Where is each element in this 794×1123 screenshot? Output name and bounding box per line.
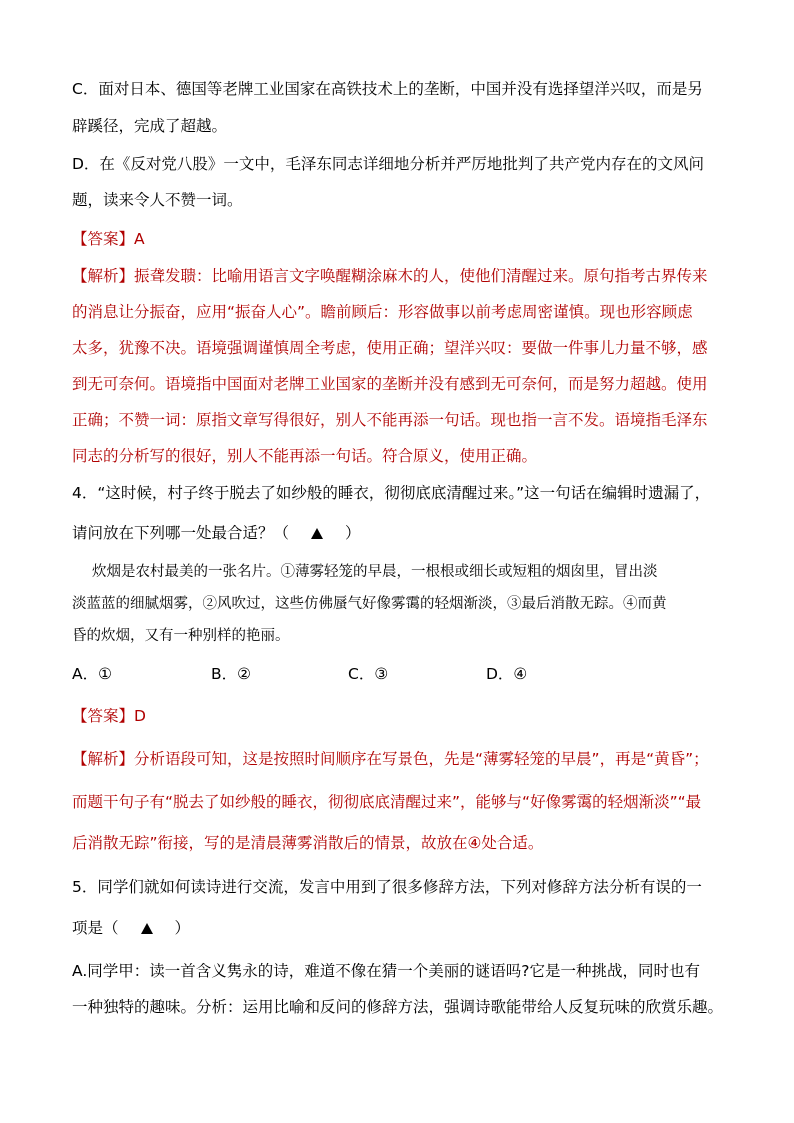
q5-stem-close: ） <box>174 919 191 937</box>
q3-option-c-line2: 辟蹊径，完成了超越。 <box>72 117 228 135</box>
q3-option-d-line1: D．在《反对党八股》一文中，毛泽东同志详细地分析并严厉地批判了共产党内存在的文风问 <box>72 155 704 173</box>
q4-passage-line3: 昏的炊烟，又有一种别样的艳丽。 <box>72 628 290 644</box>
analysis-text: 振聋发聩：比喻用语言文字唤醒糊涂麻木的人，使他们清醒过来。原句指考古界传来 <box>134 267 708 285</box>
q4-options <box>72 663 732 685</box>
answer-label: 【答案】 <box>72 707 135 725</box>
q3-analysis-line2: 的消息让分振奋，应用“振奋人心”。瞻前顾后：形容做事以前考虑周密谨慎。现也形容顾虑 <box>72 303 693 321</box>
q4-analysis-line1 <box>72 748 732 770</box>
answer-label: 【答案】 <box>72 230 135 248</box>
triangle-icon <box>141 923 153 934</box>
answer-value: D <box>134 707 146 725</box>
analysis-text: 分析语段可知，这是按照时间顺序在写景色，先是“薄雾轻笼的早晨”，再是“黄昏”； <box>134 750 709 768</box>
q3-analysis-line1 <box>72 265 732 287</box>
analysis-label: 【解析】 <box>72 267 135 285</box>
q4-passage-line2: 淡蓝蓝的细腻烟雾，②风吹过，这些仿佛蜃气好像雾霭的轻烟渐淡，③最后消散无踪。④而黄 <box>72 596 667 612</box>
answer-value: A <box>134 230 145 248</box>
q4-option-b: B．② <box>211 665 252 683</box>
q4-option-a: A．① <box>72 665 112 683</box>
triangle-icon <box>311 528 323 539</box>
q4-stem-text: 请问放在下列哪一处最合适？（ <box>72 524 290 542</box>
analysis-label: 【解析】 <box>72 750 135 768</box>
q4-stem-line2 <box>72 522 732 544</box>
q4-answer <box>72 705 732 727</box>
q3-analysis-line6: 同志的分析写的很好，别人不能再添一句话。符合原义，使用正确。 <box>72 447 538 465</box>
q3-analysis-line5: 正确；不赞一词：原指文章写得很好，别人不能再添一句话。现也指一言不发。语境指毛泽东 <box>72 411 708 429</box>
q4-option-c: C．③ <box>348 665 389 683</box>
q4-stem-close: ） <box>345 524 361 542</box>
q3-analysis-line3: 太多，犹豫不决。语境强调谨慎周全考虑，使用正确；望洋兴叹：要做一件事儿力量不够，感 <box>72 339 708 357</box>
q4-analysis-line3: 后消散无踪”衔接，写的是清晨薄雾消散后的情景，故放在④处合适。 <box>72 834 544 852</box>
q3-option-c-line1: C．面对日本、德国等老牌工业国家在高铁技术上的垄断，中国并没有选择望洋兴叹，而是另 <box>72 80 703 98</box>
q4-analysis-line2: 而题干句子有“脱去了如纱般的睡衣，彻彻底底清醒过来”，能够与“好像雾霭的轻烟渐淡”“最 <box>72 793 702 811</box>
q4-stem-line1: 4．“这时候，村子终于脱去了如纱般的睡衣，彻彻底底清醒过来。”这一句话在编辑时遗漏了， <box>72 484 711 502</box>
q4-option-d: D．④ <box>486 665 528 683</box>
q5-option-a-line1: A.同学甲：读一首含义隽永的诗，难道不像在猜一个美丽的谜语吗?它是一种挑战，同时也有 <box>72 962 700 980</box>
q3-answer <box>72 228 732 250</box>
q5-stem-line1: 5．同学们就如何读诗进行交流，发言中用到了很多修辞方法，下列对修辞方法分析有误的一 <box>72 878 702 896</box>
q3-option-d-line2: 题，读来令人不赞一词。 <box>72 191 243 209</box>
q3-analysis-line4: 到无可奈何。语境指中国面对老牌工业国家的垄断并没有感到无可奈何，而是努力超越。使用 <box>72 375 708 393</box>
q5-stem-text: 项是（ <box>72 919 119 937</box>
q5-option-a-line2: 一种独特的趣味。分析：运用比喻和反问的修辞方法，强调诗歌能带给人反复玩味的欣赏乐趣。 <box>72 998 724 1016</box>
q5-stem-line2 <box>72 917 732 939</box>
q4-passage-line1: 炊烟是农村最美的一张名片。①薄雾轻笼的早晨，一根根或细长或短粗的烟囱里，冒出淡 <box>92 564 658 580</box>
